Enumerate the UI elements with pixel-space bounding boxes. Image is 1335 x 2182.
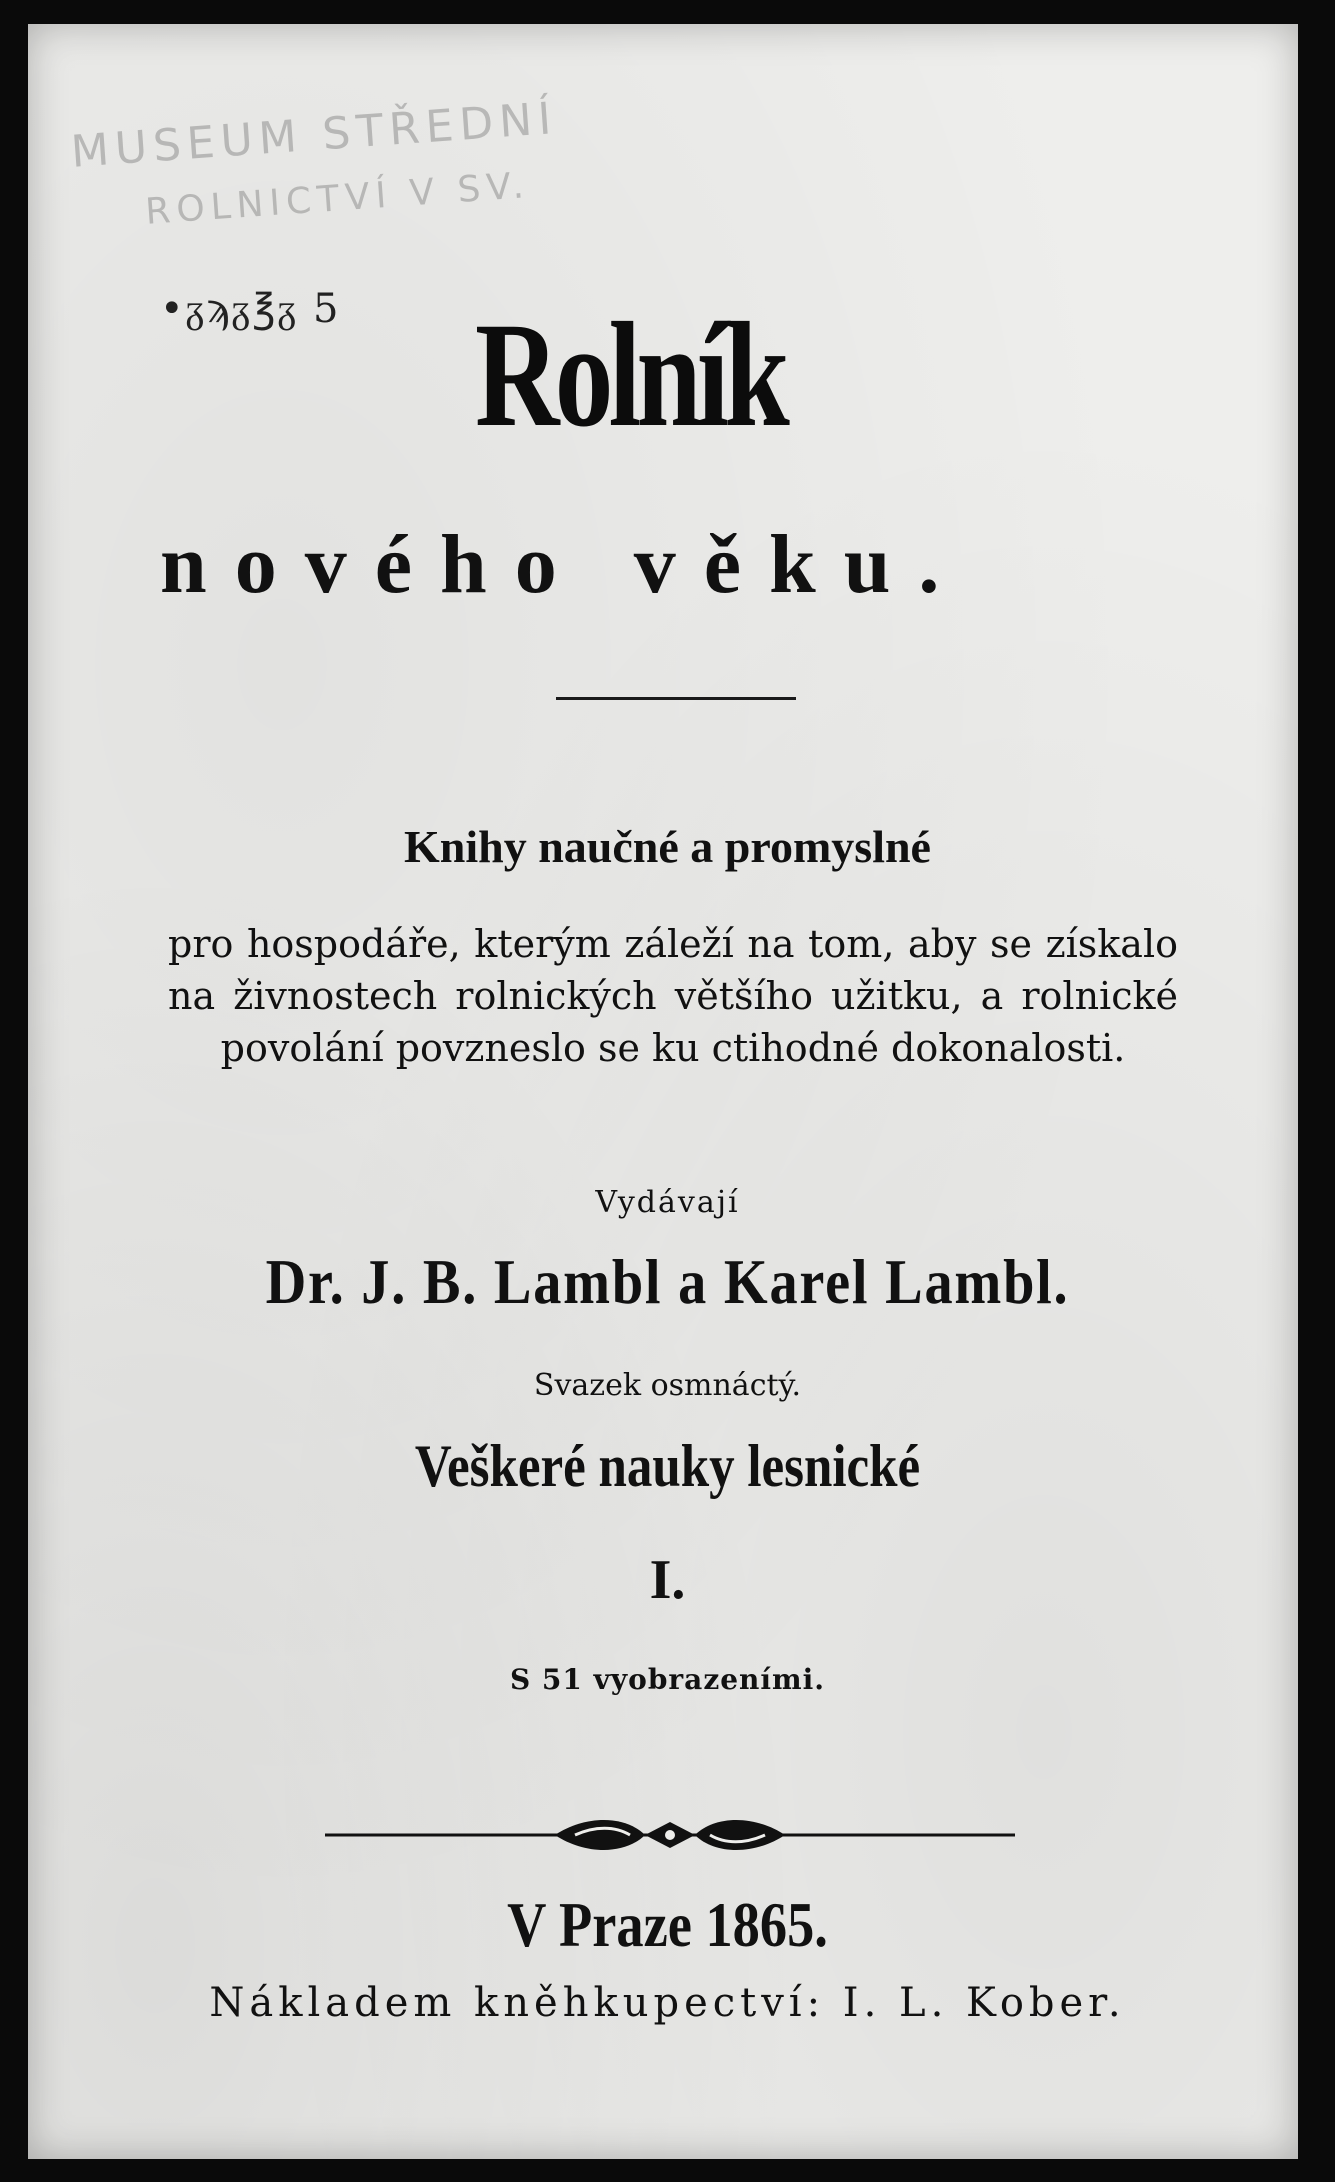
- stamp-line-2: ROLNICTVÍ V SV.: [144, 165, 532, 233]
- stamp-line-1: MUSEUM STŘEDNÍ: [69, 92, 559, 178]
- book-title: Rolník: [475, 292, 786, 458]
- ornamental-rule-icon: [325, 1810, 1015, 1860]
- illustrations-note: S 51 vyobrazeními.: [509, 1663, 826, 1696]
- part-number: I.: [649, 1549, 686, 1611]
- series-subtitle: Knihy naučné a promyslné: [404, 821, 931, 872]
- publisher-imprint: Nákladem kněhkupectví: I. L. Kober.: [209, 1980, 1126, 2026]
- library-stamp: [49, 92, 580, 308]
- place-and-year: V Praze 1865.: [507, 1889, 828, 1960]
- publishers-label: Vydávají: [595, 1185, 740, 1220]
- divider-rule: [556, 697, 796, 700]
- volume-subject: Veškeré nauky lesnické: [414, 1433, 921, 1499]
- shelfmark: •ᵹϡᵹ℥ᵹ 5: [160, 286, 341, 332]
- series-description: pro hospodáře, kterým záleží na tom, aby se získalo na živnostech rolnických většího užitku, a rolnické povolání povzneslo se ku ctihodné dokonalosti.: [168, 922, 1178, 1070]
- book-title-line-2: nového věku.: [160, 518, 968, 611]
- volume-number: Svazek osmnáctý.: [533, 1368, 802, 1403]
- authors: Dr. J. B. Lambl a Karel Lambl.: [265, 1246, 1070, 1317]
